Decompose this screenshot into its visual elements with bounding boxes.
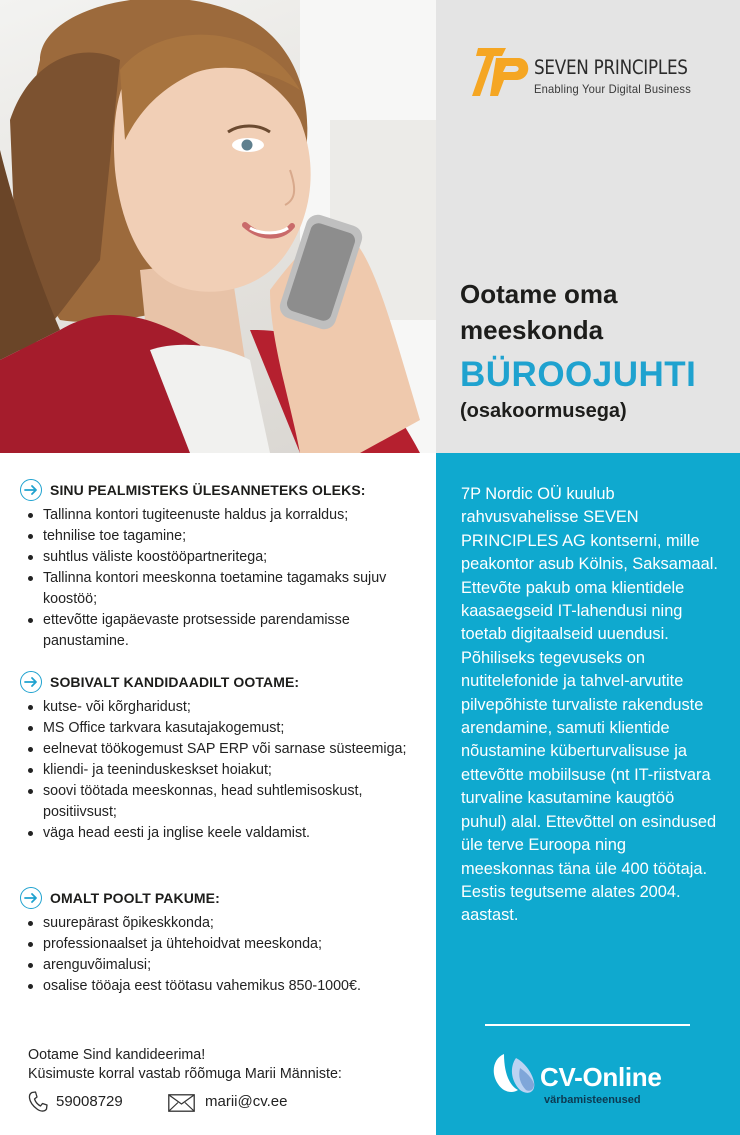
mail-icon [168,1094,195,1112]
list-item: suurepärast õpikeskkonda; [20,913,430,934]
job-details-column [0,453,436,1135]
list-item: eelnevat töökogemust SAP ERP või sarnase süsteemiga; [20,739,430,760]
list-item: MS Office tarkvara kasutajakogemust; [20,718,430,739]
section-header [20,477,430,503]
arrow-right-icon [20,479,42,501]
list-item: väga head eesti ja inglise keele valdamist. [20,823,430,844]
list-item: kutse- või kõrgharidust; [20,697,430,718]
seven-principles-logo [472,42,712,102]
section-offer [20,885,430,997]
arrow-right-icon [20,671,42,693]
list-item: soovi töötada meeskonnas, head suhtlemisoskust, positiivsust; [20,781,430,823]
list-item: osalise tööaja eest töötasu vahemikus 850-1000€. [20,976,430,997]
cv-online-mark-icon [490,1050,538,1098]
job-role-subtitle: (osakoormusega) [460,400,627,422]
headline-line-1: Ootame oma [460,279,618,309]
headline-line-2: meeskonda [460,315,604,345]
list-item: ettevõtte igapäevaste protsesside parendamisse panustamine. [20,610,430,652]
requirements-list [20,697,430,844]
contact-details [28,1091,428,1115]
job-role-title: BÜROOJUHTI [460,355,697,394]
contact-person-text: Küsimuste korral vastab rõõmuga Marii Männiste: [28,1066,342,1082]
section-requirements [20,669,430,844]
cv-online-name: CV-Online [540,1062,662,1092]
section-header [20,885,430,911]
list-item: suhtlus väliste koostööpartneritega; [20,547,430,568]
contact-phone-link[interactable]: 59008729 [56,1093,123,1110]
hero-photo-illustration [0,0,436,453]
contact-invite-text: Ootame Sind kandideerima! [28,1047,206,1063]
section-title: SINU PEALMISTEKS ÜLESANNETEKS OLEKS: [50,482,366,498]
hero-right-panel [436,0,740,453]
phone-icon [28,1091,48,1113]
contact-email-link[interactable]: marii@cv.ee [205,1093,288,1110]
job-headline [460,276,730,423]
logo-tagline: Enabling Your Digital Business [534,82,691,96]
list-item: professionaalset ja ühtehoidvat meeskonda; [20,934,430,955]
cv-online-logo [490,1050,700,1110]
panel-divider [485,1024,690,1026]
section-header [20,669,430,695]
seven-principles-mark-icon [472,44,532,100]
offer-list [20,913,430,997]
section-responsibilities [20,477,430,652]
company-description: 7P Nordic OÜ kuulub rahvusvahelisse SEVEN PRINCIPLES AG kontserni, mille peakontor asub Kölnis, Saksamaal. Ettevõte pakub oma klientidele kaasaegseid IT-lahendusi ning toetab digitaalseid uuendusi. Põhiliseks tegevuseks on nutitelefonide ja tahvel-arvutite pilvepõhiste turvaliste rakenduste arendamine, samuti klientide nõustamine küberturvalisuse ja ettevõtte mobiilsuse (nt IT-riistvara turvaline kasutamine kaugtöö puhul) alal. Ettevõttel on esindused üle terve Euroopa ning meeskonnas täna üle 400 töötaja. Eestis tegutseme alates 2004. aastast. [461,485,718,925]
list-item: arenguvõimalusi; [20,955,430,976]
contact-block [28,1046,428,1110]
section-title: OMALT POOLT PAKUME: [50,890,220,906]
hero-banner [0,0,740,453]
list-item: kliendi- ja teeninduskeskset hoiakut; [20,760,430,781]
cv-online-tagline: värbamisteenused [544,1094,641,1106]
section-title: SOBIVALT KANDIDAADILT OOTAME: [50,674,300,690]
hero-photo-woman-on-phone [0,0,436,453]
list-item: tehnilise toe tagamine; [20,526,430,547]
company-info-panel [436,453,740,1135]
arrow-right-icon [20,887,42,909]
logo-company-name: SEVEN PRINCIPLES [534,56,688,79]
list-item: Tallinna kontori tugiteenuste haldus ja korraldus; [20,505,430,526]
list-item: Tallinna kontori meeskonna toetamine tagamaks sujuv koostöö; [20,568,430,610]
responsibilities-list [20,505,430,652]
